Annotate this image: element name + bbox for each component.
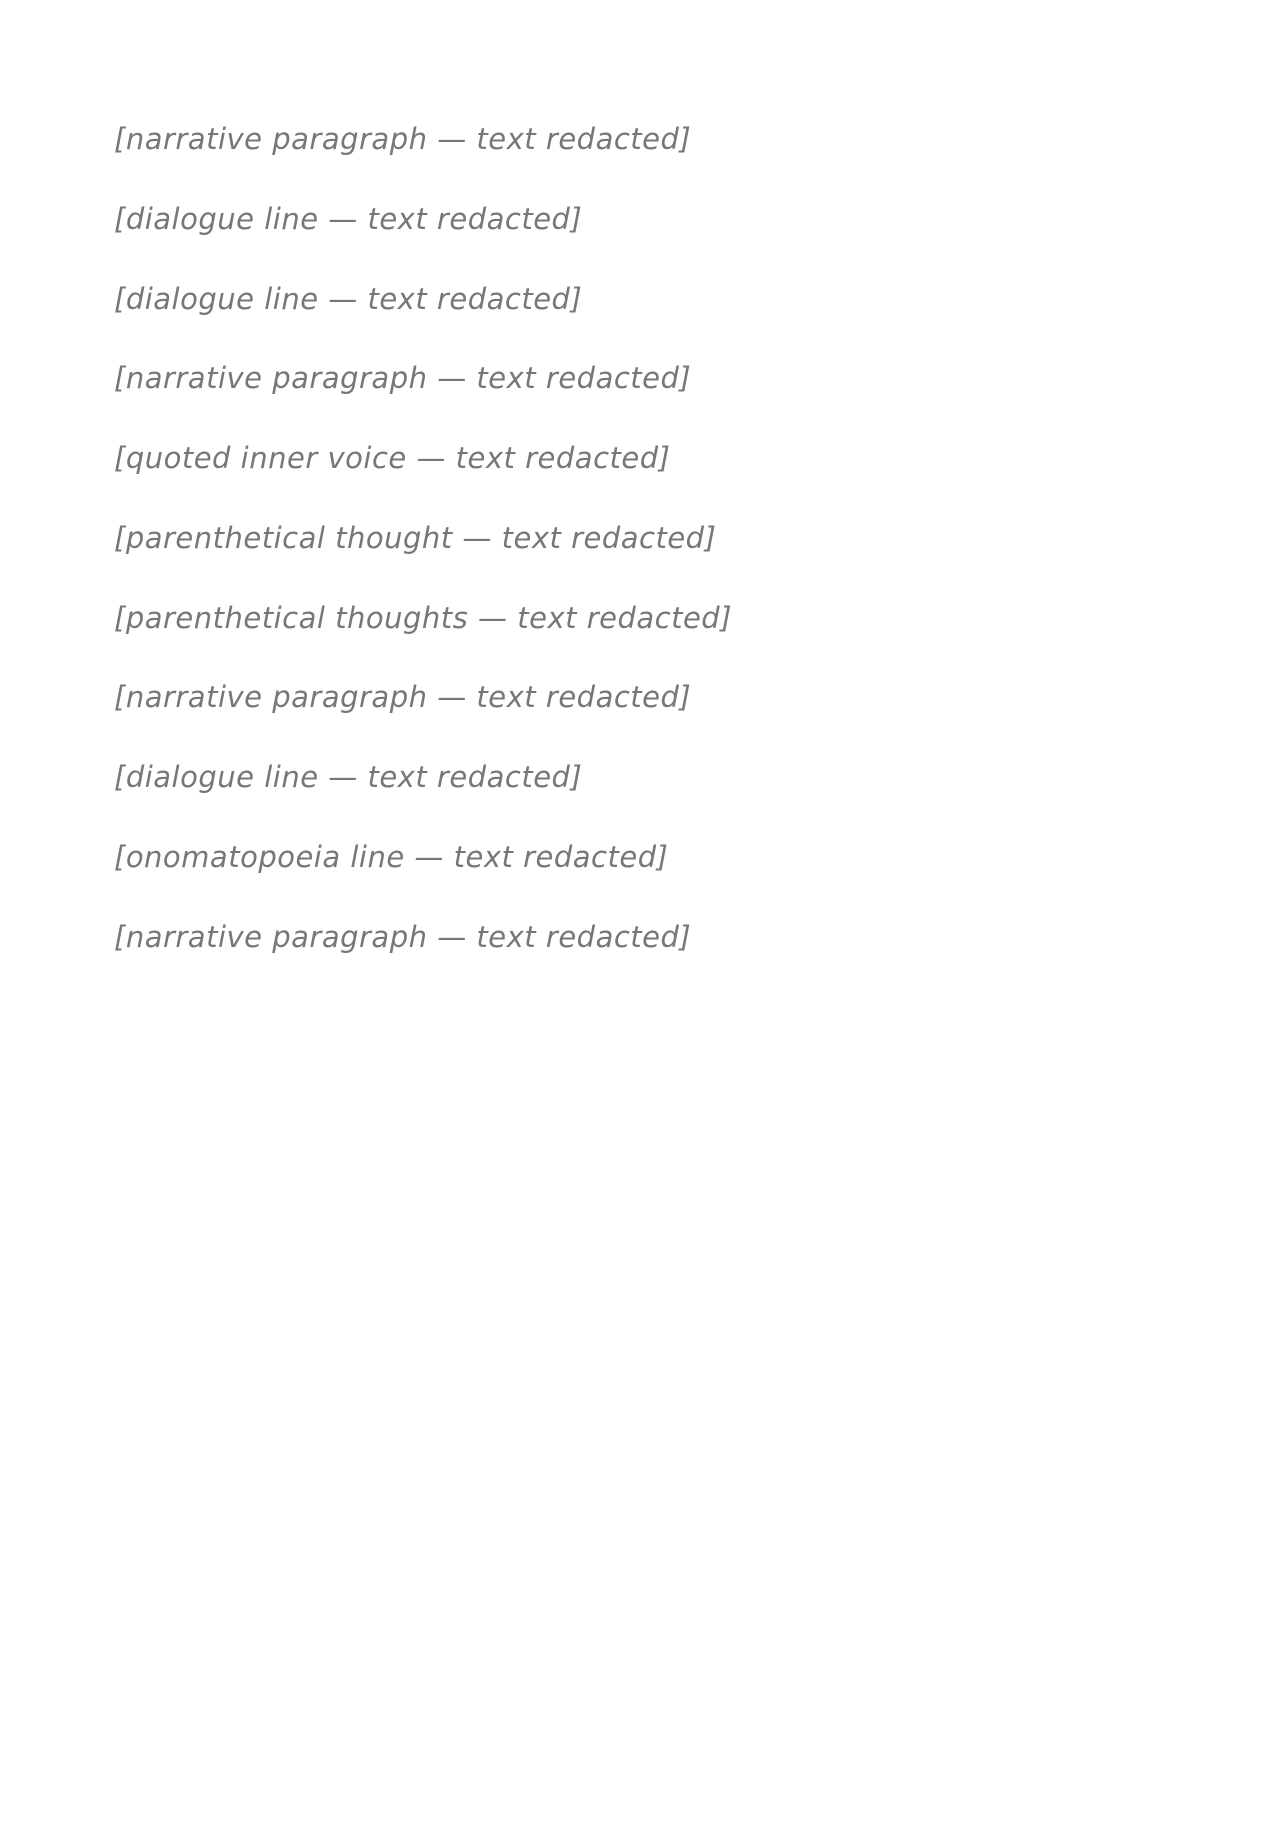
sfx-line: [onomatopoeia line — text redacted]: [114, 839, 669, 874]
paragraph: [narrative paragraph — text redacted]: [114, 680, 692, 715]
inner-voice-line: [quoted inner voice — text redacted]: [114, 441, 671, 475]
paragraph: [narrative paragraph — text redacted]: [114, 122, 692, 156]
paragraph: [narrative paragraph — text redacted]: [114, 361, 692, 396]
dialogue-line: [dialogue line — text redacted]: [114, 760, 583, 794]
dialogue-line: [dialogue line — text redacted]: [114, 201, 583, 236]
paragraph: [narrative paragraph — text redacted]: [114, 919, 692, 954]
thought-line: [parenthetical thoughts — text redacted]: [114, 600, 733, 635]
thought-line: [parenthetical thought — text redacted]: [114, 520, 717, 555]
dialogue-line: [dialogue line — text redacted]: [114, 281, 583, 316]
